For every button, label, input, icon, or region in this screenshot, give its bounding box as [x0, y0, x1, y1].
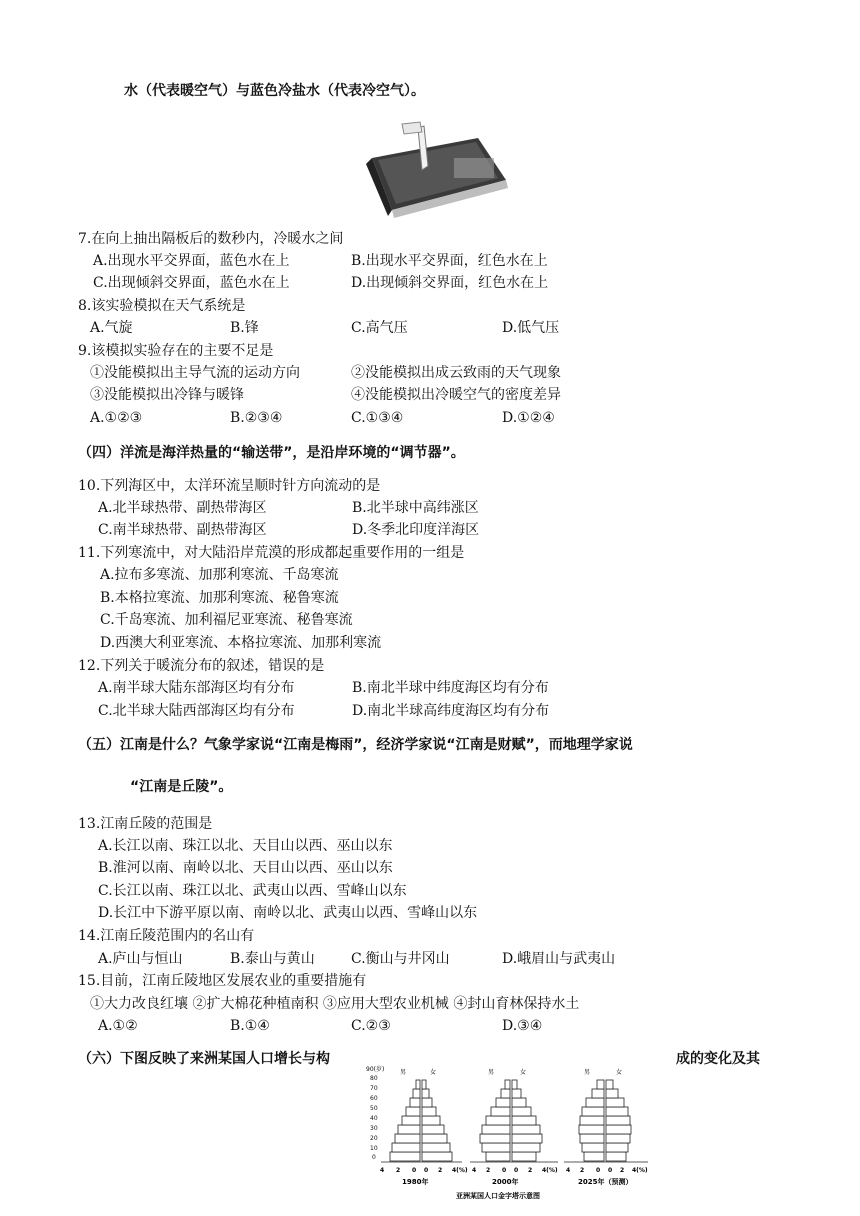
section-6-heading-left: （六）下图反映了来洲某国人口增长与构: [78, 1051, 330, 1067]
q14-option-c: C.衡山与井冈山: [351, 951, 450, 967]
q8-option-a: A.气旋: [90, 320, 133, 336]
q7-option-d: D.出现倾斜交界面，红色水在上: [351, 275, 549, 291]
svg-text:4(%): 4(%): [542, 1167, 558, 1174]
year-label-2000: 2000年: [492, 1178, 519, 1186]
q13-option-c: C.长江以南、珠江以北、武夷山以西、雪峰山以东: [98, 883, 407, 899]
q14-option-b: B.泰山与黄山: [230, 951, 315, 967]
q8-stem: 8.该实验模拟在天气系统是: [78, 298, 246, 314]
section-5-heading-line2: “江南是丘陵”。: [130, 779, 233, 795]
svg-text:2: 2: [580, 1167, 585, 1174]
q9-statement-1: ①没能模拟出主导气流的运动方向: [90, 365, 300, 381]
q15-option-d: D.③④: [502, 1018, 543, 1034]
q10-option-d: D.冬季北印度洋海区: [352, 522, 480, 538]
q7-option-c: C.出现倾斜交界面，蓝色水在上: [93, 275, 290, 291]
q9-option-d: D.①②④: [502, 410, 555, 426]
q15-stem: 15.目前，江南丘陵地区发展农业的重要措施有: [78, 973, 367, 989]
q11-option-a: A.拉布多寒流、加那利寒流、千岛寒流: [100, 567, 339, 583]
q12-option-d: D.南北半球高纬度海区均有分布: [352, 703, 550, 719]
q13-stem: 13.江南丘陵的范围是: [78, 816, 213, 832]
q14-option-a: A.庐山与恒山: [98, 951, 183, 967]
q13-option-b: B.淮河以南、南岭以北、天目山以西、巫山以东: [98, 860, 393, 876]
q12-option-c: C.北半球大陆西部海区均有分布: [98, 703, 295, 719]
male-label: 男: [584, 1069, 591, 1076]
q7-stem: 7.在向上抽出隔板后的数秒内，冷暖水之间: [78, 231, 344, 247]
q9-stem: 9.该模拟实验存在的主要不足是: [78, 343, 274, 359]
figure-caption: 亚洲某国人口金字塔示意图: [456, 1192, 540, 1200]
q14-stem: 14.江南丘陵范围内的名山有: [78, 928, 255, 944]
svg-text:2: 2: [438, 1167, 443, 1174]
q9-option-c: C.①③④: [351, 410, 404, 426]
q15-option-b: B.①④: [230, 1018, 270, 1034]
q12-stem: 12.下列关于暖流分布的叙述，错误的是: [78, 658, 325, 674]
y-tick: 30: [370, 1125, 378, 1132]
svg-text:4: 4: [472, 1167, 477, 1174]
q11-option-d: D.西澳大利亚寒流、本格拉寒流、加那利寒流: [100, 635, 382, 651]
svg-text:4: 4: [380, 1167, 385, 1174]
q13-option-d: D.长江中下游平原以南、南岭以北、武夷山以西、雪峰山以东: [98, 905, 478, 921]
q7-option-b: B.出现水平交界面，红色水在上: [351, 253, 548, 269]
q11-option-c: C.千岛寒流、加利福尼亚寒流、秘鲁寒流: [100, 612, 353, 628]
q7-option-a: A.出现水平交界面，蓝色水在上: [93, 253, 290, 269]
y-tick: 40: [370, 1115, 378, 1122]
population-pyramid-figure: [364, 1062, 650, 1206]
svg-text:0: 0: [596, 1167, 601, 1174]
y-axis-ticks: [370, 1075, 378, 1161]
q10-option-c: C.南半球热带、副热带海区: [98, 522, 267, 538]
y-tick: 50: [370, 1105, 378, 1112]
svg-text:2: 2: [396, 1167, 401, 1174]
q10-option-a: A.北半球热带、副热带海区: [98, 500, 267, 516]
svg-text:0: 0: [502, 1167, 507, 1174]
q13-option-a: A.长江以南、珠江以北、天目山以西、巫山以东: [98, 838, 393, 854]
q9-option-b: B.②③④: [230, 410, 283, 426]
svg-text:0: 0: [424, 1167, 429, 1174]
y-tick: 0: [372, 1154, 376, 1161]
female-label: 女: [616, 1069, 623, 1076]
q11-option-b: B.本格拉寒流、加那利寒流、秘鲁寒流: [100, 590, 339, 606]
q15-option-a: A.①②: [98, 1018, 138, 1034]
section-4-heading: （四）洋流是海洋热量的“输送带”，是沿岸环境的“调节器”。: [78, 445, 465, 461]
q10-option-b: B.北半球中高纬涨区: [352, 500, 479, 516]
svg-text:4: 4: [566, 1167, 571, 1174]
svg-text:0: 0: [514, 1167, 519, 1174]
svg-text:2: 2: [486, 1167, 491, 1174]
y-tick: 10: [370, 1145, 378, 1152]
svg-text:4(%): 4(%): [452, 1167, 468, 1174]
section-5-heading-line1: （五）江南是什么？气象学家说“江南是梅雨”，经济学家说“江南是财赋”，而地理学家说: [78, 737, 633, 753]
section-6-heading-right: 成的变化及其: [676, 1051, 760, 1067]
year-label-1980: 1980年: [402, 1178, 429, 1186]
svg-text:4(%): 4(%): [632, 1167, 648, 1174]
y-axis-unit: 90(岁): [366, 1066, 385, 1073]
q10-stem: 10.下列海区中，太洋环流呈顺时针方向流动的是: [78, 478, 381, 494]
male-label: 男: [488, 1069, 495, 1076]
q9-statement-3: ③没能模拟出冷锋与暖锋: [90, 387, 244, 403]
q9-option-a: A.①②③: [90, 410, 143, 426]
y-tick: 70: [370, 1085, 378, 1092]
q9-statement-2: ②没能模拟出成云致雨的天气现象: [351, 365, 561, 381]
y-tick: 20: [370, 1135, 378, 1142]
q8-option-d: D.低气压: [502, 320, 560, 336]
q11-stem: 11.下列寒流中，对大陆沿岸荒漠的形成都起重要作用的一组是: [78, 545, 465, 561]
y-tick: 60: [370, 1095, 378, 1102]
svg-text:0: 0: [608, 1167, 613, 1174]
q12-option-b: B.南北半球中纬度海区均有分布: [352, 680, 549, 696]
male-label: 男: [400, 1069, 407, 1076]
svg-text:0: 0: [412, 1167, 417, 1174]
q9-statement-4: ④没能模拟出冷暖空气的密度差异: [351, 387, 561, 403]
q8-option-c: C.高气压: [351, 320, 408, 336]
svg-text:2: 2: [528, 1167, 533, 1174]
q12-option-a: A.南半球大陆东部海区均有分布: [98, 680, 295, 696]
q8-option-b: B.锋: [230, 320, 259, 336]
q14-option-d: D.峨眉山与武夷山: [502, 951, 616, 967]
q15-statements: ①大力改良红壤 ②扩大棉花种植南积 ③应用大型农业机械 ④封山育林保持水土: [90, 996, 580, 1012]
female-label: 女: [430, 1069, 437, 1076]
y-tick: 80: [370, 1075, 378, 1082]
experiment-tank-image: [358, 118, 514, 222]
svg-text:2: 2: [620, 1167, 625, 1174]
female-label: 女: [520, 1069, 527, 1076]
intro-line: 水（代表暖空气）与蓝色冷盐水（代表冷空气）。: [124, 83, 425, 99]
q15-option-c: C.②③: [351, 1018, 391, 1034]
year-label-2025: 2025年（预测）: [578, 1178, 633, 1186]
